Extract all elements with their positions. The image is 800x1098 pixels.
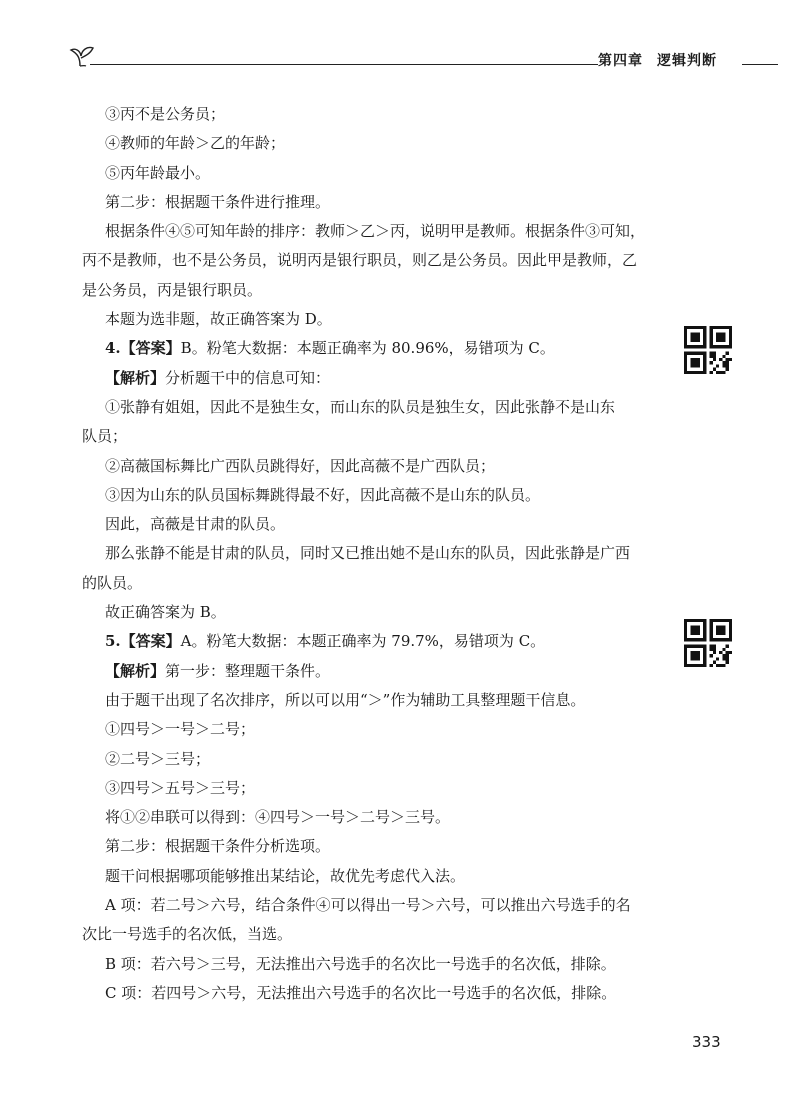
qr-code-question-5[interactable] [683,619,733,667]
text-line [82,100,662,129]
text-run: 题干问根据哪项能够推出某结论，故优先考虑代入法。 [105,866,466,885]
text-run: 根据条件④⑤可知年龄的排序：教师＞乙＞丙，说明甲是教师。根据条件③可知， [105,222,646,241]
text-run: C 项：若四号＞六号，无法推出六号选手的名次比一号选手的名次低，排除。 [105,983,617,1002]
text-line [82,510,662,539]
text-run: ③丙不是公务员； [105,105,226,123]
text-line [82,774,662,803]
text-line [82,657,662,686]
text-line [82,627,662,656]
text-run: 那么张静不能是甘肃的队员，同时又已推出她不是山东的队员，因此张静是广西 [105,544,631,563]
label-tag: 【解析】 [105,368,166,387]
text-run: ④教师的年龄＞乙的年龄； [105,134,286,153]
text-line [82,950,662,979]
text-run: 因此，高薇是甘肃的队员。 [105,515,286,534]
text-run: B 项：若六号＞三号，无法推出六号选手的名次比一号选手的名次低，排除。 [105,954,616,973]
text-line [82,539,662,568]
text-line [82,305,662,334]
header-rule-right [742,64,778,65]
text-run: 故正确答案为 B。 [105,603,226,622]
text-run: B。粉笔大数据：本题正确率为 80.96%，易错项为 C。 [180,339,555,358]
page-header [66,38,778,74]
text-run: 第二步：根据题干条件分析选项。 [105,837,331,856]
text-line [82,832,662,861]
text-run: 是公务员，丙是银行职员。 [82,280,263,299]
label-tag: 5.【答案】 [105,632,181,651]
text-line [82,862,662,891]
label-tag: 【解析】 [105,661,166,680]
text-run: 分析题干中的信息可知： [165,368,331,387]
text-run: ①张静有姐姐，因此不是独生女，而山东的队员是独生女，因此张静不是山东 [105,397,616,416]
text-line [82,452,662,481]
text-run: 第二步：根据题干条件进行推理。 [105,192,331,211]
text-line [82,598,662,627]
text-run: ①四号＞一号＞二号； [105,720,256,739]
qr-code-question-4[interactable] [683,326,733,374]
text-line [82,715,662,744]
header-rule-left [90,64,598,65]
sprout-icon [66,40,96,70]
text-run: 队员； [82,427,128,446]
text-run: 次比一号选手的名次低，当选。 [82,925,293,944]
text-run: ③四号＞五号＞三号； [105,778,256,797]
text-run: ③因为山东的队员国标舞跳得最不好，因此高薇不是山东的队员。 [105,485,541,504]
text-run: ②高薇国标舞比广西队员跳得好，因此高薇不是广西队员； [105,456,496,475]
chapter-section: 逻辑判断 [657,53,717,69]
text-run: A。粉笔大数据：本题正确率为 79.7%，易错项为 C。 [180,632,546,651]
text-run: 第一步：整理题干条件。 [165,661,331,680]
text-line [82,246,662,275]
text-line [82,569,662,598]
text-line [82,217,662,246]
text-line [82,745,662,774]
text-run: 将①②串联可以得到：④四号＞一号＞二号＞三号。 [105,808,451,827]
text-line [82,422,662,451]
chapter-title [598,50,717,70]
text-line [82,188,662,217]
text-line [82,334,662,363]
label-tag: 4.【答案】 [105,339,181,358]
text-run: 的队员。 [82,573,143,592]
text-run: 由于题干出现了名次排序，所以可以用“＞”作为辅助工具整理题干信息。 [105,690,586,709]
chapter-number: 第四章 [598,53,643,69]
text-line [82,393,662,422]
text-line [82,686,662,715]
text-line [82,276,662,305]
text-run: ⑤丙年龄最小。 [105,163,211,182]
text-line [82,891,662,920]
text-line [82,803,662,832]
text-run: A 项：若二号＞六号，结合条件④可以得出一号＞六号，可以推出六号选手的名 [105,896,631,915]
page-number: 333 [692,1033,721,1051]
text-line [82,481,662,510]
text-line [82,129,662,158]
page-body [82,100,662,1008]
text-run: ②二号＞三号； [105,749,211,768]
text-line [82,159,662,188]
text-run: 本题为选非题，故正确答案为 D。 [105,310,332,329]
text-line [82,979,662,1008]
text-line [82,364,662,393]
text-run: 丙不是教师，也不是公务员，说明丙是银行职员，则乙是公务员。因此甲是教师，乙 [82,251,638,270]
text-line [82,920,662,949]
